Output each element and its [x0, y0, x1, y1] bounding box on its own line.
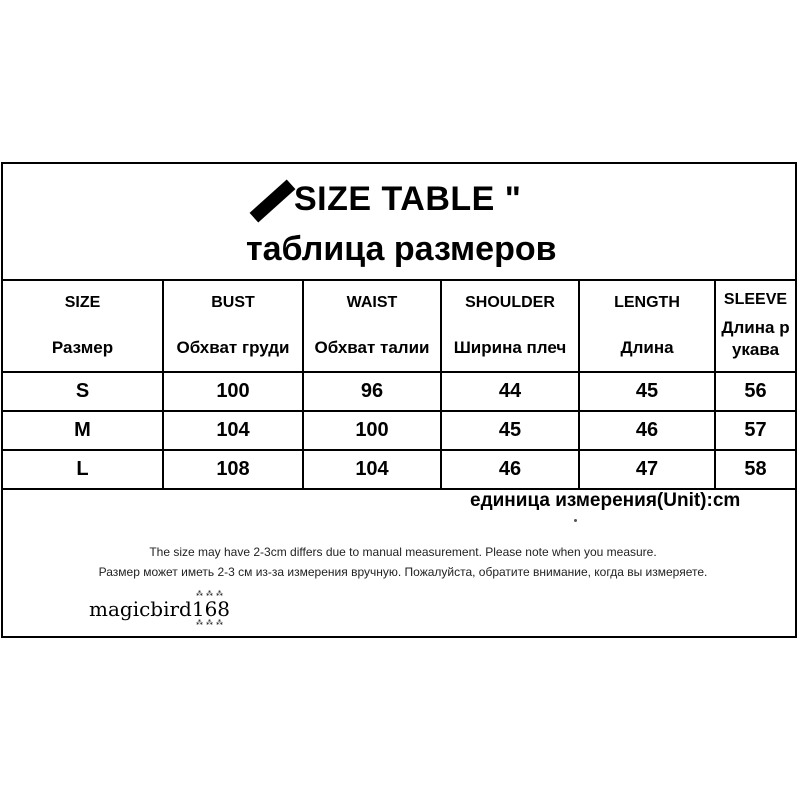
- table-header-row: [3, 281, 795, 372]
- header-label-ru: Ширина плеч: [453, 338, 567, 357]
- brand-dots-top: ⁂⁂⁂: [196, 591, 226, 598]
- header-label-ru: Обхват талии: [314, 338, 430, 357]
- slash-icon: [250, 179, 296, 222]
- header-label-en: SIZE: [64, 294, 101, 311]
- cell-sleeve: 56: [715, 372, 795, 411]
- cell-sleeve: 57: [715, 411, 795, 450]
- cell-bust: 108: [163, 450, 303, 489]
- cell-sleeve: 58: [715, 450, 795, 489]
- cell-waist: 104: [303, 450, 441, 489]
- header-label-ru: Длина р укава: [721, 318, 790, 359]
- header-cell-size: [3, 281, 163, 372]
- note-russian: Размер может иметь 2-3 см из-за измерения вручную. Пожалуйста, обратите внимание, когда вы измеряете.: [98, 565, 708, 579]
- brand-number: 168: [191, 597, 231, 621]
- cell-shoulder: 46: [441, 450, 579, 489]
- header-label-ru: Обхват груди: [176, 338, 290, 357]
- cell-shoulder: 44: [441, 372, 579, 411]
- header-label-en: SHOULDER: [465, 294, 555, 311]
- cell-waist: 100: [303, 411, 441, 450]
- cell-length: 47: [579, 450, 715, 489]
- header-label-en: LENGTH: [614, 294, 680, 311]
- header-label-ru: Длина: [620, 338, 674, 357]
- title-english: SIZE TABLE ": [294, 180, 522, 218]
- cell-bust: 100: [163, 372, 303, 411]
- table-row: [3, 450, 795, 489]
- title-russian: таблица размеров: [246, 230, 557, 268]
- header-label-en: BUST: [211, 294, 255, 311]
- brand-watermark: [89, 597, 230, 621]
- cell-length: 46: [579, 411, 715, 450]
- cell-bust: 104: [163, 411, 303, 450]
- header-cell-sleeve: [715, 281, 795, 372]
- title-block: [3, 164, 795, 282]
- header-label-en: WAIST: [346, 294, 398, 311]
- header-cell-bust: [163, 281, 303, 372]
- header-cell-length: [579, 281, 715, 372]
- size-table: [3, 281, 795, 490]
- size-chart-frame: [1, 162, 797, 638]
- cell-waist: 96: [303, 372, 441, 411]
- header-label-ru: Размер: [51, 338, 114, 357]
- note-english: The size may have 2-3cm differs due to manual measurement. Please note when you measure.: [149, 545, 657, 559]
- cell-size: S: [3, 372, 163, 411]
- header-cell-shoulder: [441, 281, 579, 372]
- table-row: [3, 411, 795, 450]
- cell-shoulder: 45: [441, 411, 579, 450]
- cell-size: M: [3, 411, 163, 450]
- header-cell-waist: [303, 281, 441, 372]
- unit-note: единица измерения(Unit):cm: [470, 490, 741, 511]
- brand-name: magicbird: [89, 597, 192, 621]
- brand-dots-bottom: ⁂⁂⁂: [196, 620, 226, 627]
- dot-mark: [574, 519, 577, 522]
- header-label-en: SLEEVE: [723, 291, 788, 308]
- cell-length: 45: [579, 372, 715, 411]
- table-row: [3, 372, 795, 411]
- cell-size: L: [3, 450, 163, 489]
